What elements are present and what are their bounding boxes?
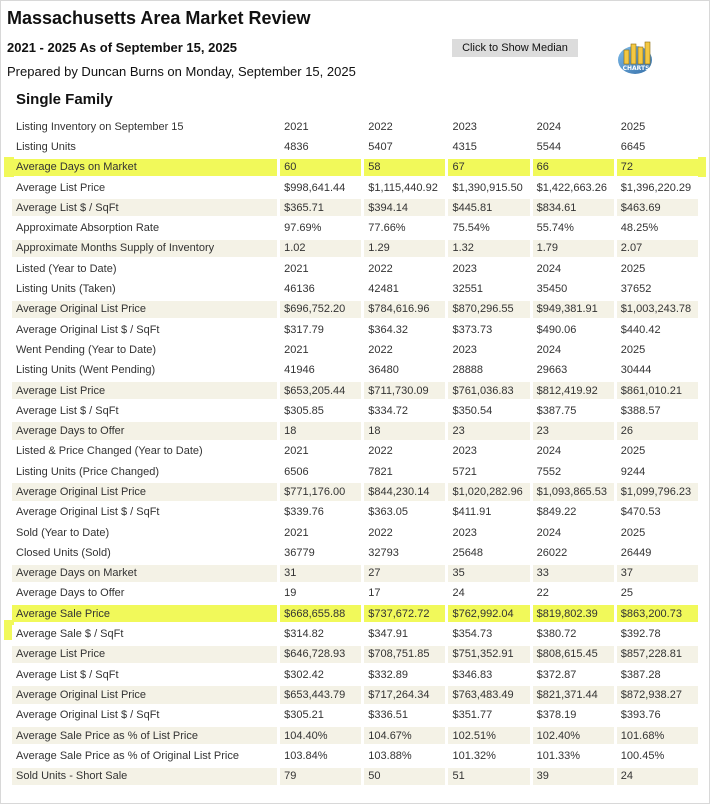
metric-value-cell: 1.29 bbox=[364, 240, 445, 257]
metric-value-cell: 7552 bbox=[533, 463, 614, 480]
metric-value-cell: $771,176.00 bbox=[280, 483, 361, 500]
section-header-row bbox=[12, 443, 698, 460]
metric-value-cell: 77.66% bbox=[364, 219, 445, 236]
table-row bbox=[12, 565, 698, 582]
table-row bbox=[12, 646, 698, 663]
metric-value-cell: $863,200.73 bbox=[617, 605, 698, 622]
metric-label: Average Original List Price bbox=[12, 483, 277, 500]
metric-value-cell: $373.73 bbox=[448, 321, 529, 338]
metric-label: Average Days to Offer bbox=[12, 585, 277, 602]
metric-value-cell: 17 bbox=[364, 585, 445, 602]
metric-value-cell: 6506 bbox=[280, 463, 361, 480]
metric-value-cell: $394.14 bbox=[364, 199, 445, 216]
metric-value-cell: $808,615.45 bbox=[533, 646, 614, 663]
metric-label: Average List $ / SqFt bbox=[12, 402, 277, 419]
metric-value-cell: $668,655.88 bbox=[280, 605, 361, 622]
year-header-cell: 2024 bbox=[536, 526, 562, 539]
metric-value-cell: 1.32 bbox=[448, 240, 529, 257]
metric-value-cell: $751,352.91 bbox=[448, 646, 529, 663]
year-header-cell: 2023 bbox=[452, 343, 477, 356]
table-row bbox=[12, 707, 698, 724]
metric-value-cell: 18 bbox=[280, 422, 361, 439]
metric-value-cell: $653,443.79 bbox=[280, 686, 361, 703]
metric-value-cell: $1,099,796.23 bbox=[617, 483, 698, 500]
metric-value-cell: $711,730.09 bbox=[364, 382, 445, 399]
metric-value-cell: $339.76 bbox=[280, 504, 361, 521]
metric-value-cell: $470.53 bbox=[617, 504, 698, 521]
section-header-label: Listed (Year to Date) bbox=[16, 262, 117, 275]
table-row bbox=[12, 625, 698, 642]
metric-value-cell: 58 bbox=[364, 159, 445, 176]
section-header-label: Listing Inventory on September 15 bbox=[16, 120, 184, 133]
year-header-cell: 2022 bbox=[368, 262, 393, 275]
year-header-cell: 2025 bbox=[620, 343, 646, 356]
metric-value-cell: 24 bbox=[617, 768, 698, 785]
metric-value-cell: $653,205.44 bbox=[280, 382, 361, 399]
metric-label: Sold Units - Short Sale bbox=[12, 768, 277, 785]
metric-label: Average Original List Price bbox=[12, 686, 277, 703]
metric-value-cell: $949,381.91 bbox=[533, 301, 614, 318]
metric-value-cell: $440.42 bbox=[617, 321, 698, 338]
page-title: Massachusetts Area Market Review bbox=[7, 8, 311, 28]
metric-value-cell: 50 bbox=[364, 768, 445, 785]
table-row bbox=[12, 402, 698, 419]
metric-label: Approximate Months Supply of Inventory bbox=[12, 240, 277, 257]
metric-value-cell: 66 bbox=[533, 159, 614, 176]
metric-value-cell: $351.77 bbox=[448, 707, 529, 724]
metric-value-cell: $302.42 bbox=[280, 666, 361, 683]
section-header-row bbox=[12, 341, 698, 358]
charts-icon-text: CHARTS bbox=[622, 65, 650, 72]
metric-value-cell: 26 bbox=[617, 422, 698, 439]
metric-value-cell: 25 bbox=[617, 585, 698, 602]
metric-value-cell: $762,992.04 bbox=[448, 605, 529, 622]
metric-label: Average List Price bbox=[12, 179, 277, 196]
section-header-label: Sold (Year to Date) bbox=[16, 526, 110, 539]
metric-label: Average Sale Price as % of Original List Price bbox=[12, 747, 277, 764]
metric-value-cell: $336.51 bbox=[364, 707, 445, 724]
metric-value-cell: 22 bbox=[533, 585, 614, 602]
year-header-cell: 2022 bbox=[368, 343, 393, 356]
metric-value-cell: $870,296.55 bbox=[448, 301, 529, 318]
show-median-button[interactable]: Click to Show Median bbox=[452, 39, 578, 57]
section-header-row bbox=[12, 524, 698, 541]
table-row bbox=[12, 483, 698, 500]
metric-value-cell: 100.45% bbox=[617, 747, 698, 764]
metric-value-cell: 97.69% bbox=[280, 219, 361, 236]
metric-label: Closed Units (Sold) bbox=[12, 544, 277, 561]
metric-value-cell: $1,390,915.50 bbox=[448, 179, 529, 196]
metric-value-cell: 9244 bbox=[617, 463, 698, 480]
table-row bbox=[12, 504, 698, 521]
year-header-cell: 2021 bbox=[284, 343, 309, 356]
metric-value-cell: $380.72 bbox=[533, 625, 614, 642]
metric-value-cell: $363.05 bbox=[364, 504, 445, 521]
metric-value-cell: 4836 bbox=[280, 138, 361, 155]
metric-value-cell: 25648 bbox=[448, 544, 529, 561]
metric-value-cell: $761,036.83 bbox=[448, 382, 529, 399]
section-title: Single Family bbox=[16, 91, 113, 108]
metric-value-cell: 37 bbox=[617, 565, 698, 582]
metric-value-cell: $378.19 bbox=[533, 707, 614, 724]
metric-value-cell: $388.57 bbox=[617, 402, 698, 419]
metric-value-cell: $393.76 bbox=[617, 707, 698, 724]
metric-value-cell: 36480 bbox=[364, 362, 445, 379]
metric-value-cell: 28888 bbox=[448, 362, 529, 379]
metric-label: Average List $ / SqFt bbox=[12, 199, 277, 216]
metric-value-cell: $317.79 bbox=[280, 321, 361, 338]
metric-value-cell: 103.84% bbox=[280, 747, 361, 764]
metric-value-cell: $834.61 bbox=[533, 199, 614, 216]
metric-value-cell: $708,751.85 bbox=[364, 646, 445, 663]
metric-value-cell: $387.28 bbox=[617, 666, 698, 683]
metric-value-cell: 23 bbox=[533, 422, 614, 439]
metric-value-cell: $346.83 bbox=[448, 666, 529, 683]
metric-value-cell: $463.69 bbox=[617, 199, 698, 216]
metric-label: Average Original List $ / SqFt bbox=[12, 504, 277, 521]
metric-value-cell: 103.88% bbox=[364, 747, 445, 764]
year-header-cell: 2022 bbox=[368, 445, 393, 458]
metric-label: Average Original List $ / SqFt bbox=[12, 707, 277, 724]
metric-label: Listing Units (Taken) bbox=[12, 280, 277, 297]
metric-value-cell: $784,616.96 bbox=[364, 301, 445, 318]
metric-value-cell: $387.75 bbox=[533, 402, 614, 419]
metric-value-cell: 101.68% bbox=[617, 727, 698, 744]
metric-label: Average Sale Price bbox=[12, 605, 277, 622]
metric-value-cell: 24 bbox=[448, 585, 529, 602]
metric-value-cell: 1.79 bbox=[533, 240, 614, 257]
metric-value-cell: $737,672.72 bbox=[364, 605, 445, 622]
metric-value-cell: 7821 bbox=[364, 463, 445, 480]
metric-label: Listing Units bbox=[12, 138, 277, 155]
metric-label: Listing Units (Went Pending) bbox=[12, 362, 277, 379]
metric-value-cell: $849.22 bbox=[533, 504, 614, 521]
metric-value-cell: $1,020,282.96 bbox=[448, 483, 529, 500]
metric-value-cell: 4315 bbox=[448, 138, 529, 155]
metric-value-cell: $350.54 bbox=[448, 402, 529, 419]
metric-value-cell: 46136 bbox=[280, 280, 361, 297]
metric-value-cell: 60 bbox=[280, 159, 361, 176]
table-row bbox=[12, 138, 698, 155]
table-row bbox=[12, 768, 698, 785]
table-row bbox=[12, 240, 698, 257]
metric-value-cell: 75.54% bbox=[448, 219, 529, 236]
metric-value-cell: $305.21 bbox=[280, 707, 361, 724]
metric-value-cell: $696,752.20 bbox=[280, 301, 361, 318]
metric-value-cell: 5407 bbox=[364, 138, 445, 155]
year-header-cell: 2022 bbox=[368, 120, 393, 133]
metric-value-cell: 51 bbox=[448, 768, 529, 785]
section-header-label: Went Pending (Year to Date) bbox=[16, 343, 157, 356]
metric-value-cell: 67 bbox=[448, 159, 529, 176]
metric-value-cell: 18 bbox=[364, 422, 445, 439]
metric-value-cell: $819,802.39 bbox=[533, 605, 614, 622]
metric-value-cell: 2.07 bbox=[617, 240, 698, 257]
year-header-cell: 2023 bbox=[452, 120, 477, 133]
year-header-cell: 2021 bbox=[284, 262, 309, 275]
year-header-cell: 2022 bbox=[368, 526, 393, 539]
metric-value-cell: $998,641.44 bbox=[280, 179, 361, 196]
year-header-cell: 2023 bbox=[452, 526, 477, 539]
metric-label: Average Days on Market bbox=[12, 565, 277, 582]
section-header-label: Listed & Price Changed (Year to Date) bbox=[16, 445, 203, 458]
table-row bbox=[12, 219, 698, 236]
table-row bbox=[12, 463, 698, 480]
metric-value-cell: $1,422,663.26 bbox=[533, 179, 614, 196]
metric-value-cell: $334.72 bbox=[364, 402, 445, 419]
table-row bbox=[12, 544, 698, 561]
metric-value-cell: $1,093,865.53 bbox=[533, 483, 614, 500]
metric-value-cell: $372.87 bbox=[533, 666, 614, 683]
metric-value-cell: $305.85 bbox=[280, 402, 361, 419]
metric-value-cell: 36779 bbox=[280, 544, 361, 561]
metric-value-cell: 35 bbox=[448, 565, 529, 582]
year-header-cell: 2024 bbox=[536, 262, 562, 275]
metric-label: Listing Units (Price Changed) bbox=[12, 463, 277, 480]
metric-value-cell: $354.73 bbox=[448, 625, 529, 642]
year-header-cell: 2023 bbox=[452, 445, 477, 458]
year-header-cell: 2025 bbox=[620, 526, 646, 539]
table-row bbox=[12, 280, 698, 297]
metric-label: Average Days to Offer bbox=[12, 422, 277, 439]
metric-value-cell: 102.40% bbox=[533, 727, 614, 744]
metric-value-cell: 30444 bbox=[617, 362, 698, 379]
metric-value-cell: $332.89 bbox=[364, 666, 445, 683]
metric-value-cell: 42481 bbox=[364, 280, 445, 297]
year-header-cell: 2024 bbox=[536, 120, 562, 133]
metric-value-cell: 33 bbox=[533, 565, 614, 582]
metric-value-cell: 1.02 bbox=[280, 240, 361, 257]
metric-value-cell: 26449 bbox=[617, 544, 698, 561]
year-header-cell: 2025 bbox=[620, 262, 646, 275]
metric-value-cell: 48.25% bbox=[617, 219, 698, 236]
metric-value-cell: $314.82 bbox=[280, 625, 361, 642]
table-row bbox=[12, 362, 698, 379]
highlighted-row bbox=[12, 159, 698, 176]
metric-value-cell: $392.78 bbox=[617, 625, 698, 642]
charts-icon[interactable] bbox=[615, 36, 657, 78]
year-header-cell: 2021 bbox=[284, 445, 309, 458]
metric-value-cell: $1,396,220.29 bbox=[617, 179, 698, 196]
metric-label: Average Original List Price bbox=[12, 301, 277, 318]
metric-value-cell: $763,483.49 bbox=[448, 686, 529, 703]
metric-value-cell: 29663 bbox=[533, 362, 614, 379]
metric-value-cell: $857,228.81 bbox=[617, 646, 698, 663]
metric-value-cell: $364.32 bbox=[364, 321, 445, 338]
metric-value-cell: $861,010.21 bbox=[617, 382, 698, 399]
prepared-by-text: Prepared by Duncan Burns on Monday, September 15, 2025 bbox=[7, 64, 356, 79]
metric-value-cell: 31 bbox=[280, 565, 361, 582]
metric-value-cell: 55.74% bbox=[533, 219, 614, 236]
metric-value-cell: 101.33% bbox=[533, 747, 614, 764]
metric-value-cell: $717,264.34 bbox=[364, 686, 445, 703]
table-row bbox=[12, 301, 698, 318]
highlighted-row bbox=[12, 605, 698, 622]
metric-value-cell: $411.91 bbox=[448, 504, 529, 521]
metric-label: Average Sale Price as % of List Price bbox=[12, 727, 277, 744]
metric-value-cell: 35450 bbox=[533, 280, 614, 297]
metric-value-cell: 104.40% bbox=[280, 727, 361, 744]
metric-value-cell: $347.91 bbox=[364, 625, 445, 642]
metric-value-cell: 5721 bbox=[448, 463, 529, 480]
date-range-subtitle: 2021 - 2025 As of September 15, 2025 bbox=[7, 40, 238, 55]
metric-label: Average Original List $ / SqFt bbox=[12, 321, 277, 338]
metric-value-cell: 27 bbox=[364, 565, 445, 582]
metric-value-cell: 19 bbox=[280, 585, 361, 602]
metric-label: Average Sale $ / SqFt bbox=[12, 625, 277, 642]
metric-value-cell: 6645 bbox=[617, 138, 698, 155]
metric-value-cell: 101.32% bbox=[448, 747, 529, 764]
metric-value-cell: $812,419.92 bbox=[533, 382, 614, 399]
table-row bbox=[12, 179, 698, 196]
metric-value-cell: 39 bbox=[533, 768, 614, 785]
metric-value-cell: 23 bbox=[448, 422, 529, 439]
metric-value-cell: 37652 bbox=[617, 280, 698, 297]
metric-value-cell: $646,728.93 bbox=[280, 646, 361, 663]
section-header-row bbox=[12, 260, 698, 277]
metric-value-cell: $872,938.27 bbox=[617, 686, 698, 703]
metric-value-cell: $445.81 bbox=[448, 199, 529, 216]
table-row bbox=[12, 686, 698, 703]
year-header-cell: 2023 bbox=[452, 262, 477, 275]
metric-value-cell: $844,230.14 bbox=[364, 483, 445, 500]
metric-value-cell: 79 bbox=[280, 768, 361, 785]
table-row bbox=[12, 382, 698, 399]
metric-label: Average Days on Market bbox=[12, 159, 277, 176]
metric-value-cell: $490.06 bbox=[533, 321, 614, 338]
metric-value-cell: 104.67% bbox=[364, 727, 445, 744]
table-row bbox=[12, 747, 698, 764]
metric-value-cell: $1,115,440.92 bbox=[364, 179, 445, 196]
metric-label: Average List Price bbox=[12, 382, 277, 399]
metric-label: Average List Price bbox=[12, 646, 277, 663]
year-header-cell: 2025 bbox=[620, 445, 646, 458]
table-row bbox=[12, 585, 698, 602]
metric-value-cell: 102.51% bbox=[448, 727, 529, 744]
year-header-cell: 2024 bbox=[536, 445, 562, 458]
metric-label: Approximate Absorption Rate bbox=[12, 219, 277, 236]
metric-value-cell: 32551 bbox=[448, 280, 529, 297]
year-header-cell: 2021 bbox=[284, 120, 309, 133]
metric-value-cell: 26022 bbox=[533, 544, 614, 561]
market-review-table bbox=[9, 115, 701, 788]
metric-value-cell: 72 bbox=[617, 159, 698, 176]
table-row bbox=[12, 727, 698, 744]
year-header-cell: 2024 bbox=[536, 343, 562, 356]
table-row bbox=[12, 321, 698, 338]
section-header-row bbox=[12, 118, 698, 135]
metric-value-cell: $821,371.44 bbox=[533, 686, 614, 703]
metric-value-cell: $1,003,243.78 bbox=[617, 301, 698, 318]
year-header-cell: 2021 bbox=[284, 526, 309, 539]
year-header-cell: 2025 bbox=[620, 120, 646, 133]
metric-value-cell: 41946 bbox=[280, 362, 361, 379]
metric-value-cell: 5544 bbox=[533, 138, 614, 155]
table-row bbox=[12, 666, 698, 683]
metric-label: Average List $ / SqFt bbox=[12, 666, 277, 683]
table-row bbox=[12, 422, 698, 439]
table-row bbox=[12, 199, 698, 216]
metric-value-cell: 32793 bbox=[364, 544, 445, 561]
metric-value-cell: $365.71 bbox=[280, 199, 361, 216]
